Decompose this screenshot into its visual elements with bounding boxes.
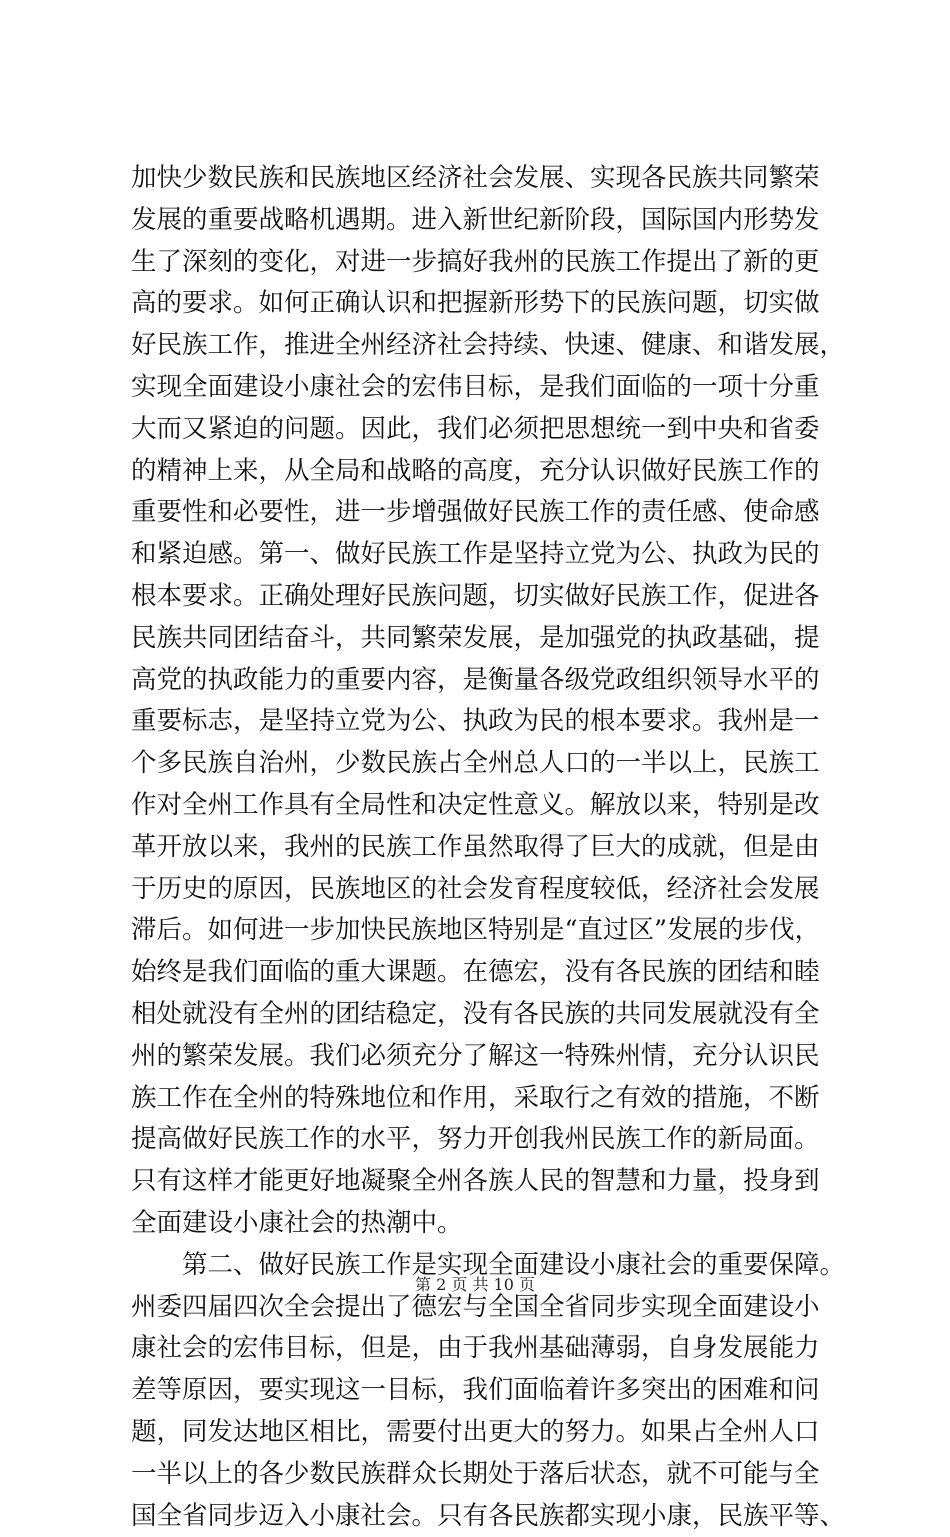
text-line: 发展的重要战略机遇期。进入新世纪新阶段，国际国内形势发 bbox=[131, 200, 831, 242]
text-line: 作对全州工作具有全局性和决定性意义。解放以来，特别是改 bbox=[131, 785, 831, 827]
body-text bbox=[131, 158, 831, 1537]
text-line: 革开放以来，我州的民族工作虽然取得了巨大的成就，但是由 bbox=[131, 827, 831, 869]
paragraph-start-line: 第二、做好民族工作是实现全面建设小康社会的重要保障。 bbox=[131, 1245, 831, 1287]
text-line: 康社会的宏伟目标，但是，由于我州基础薄弱，自身发展能力 bbox=[131, 1328, 831, 1370]
text-line: 好民族工作，推进全州经济社会持续、快速、健康、和谐发展， bbox=[131, 325, 831, 367]
text-line: 加快少数民族和民族地区经济社会发展、实现各民族共同繁荣 bbox=[131, 158, 831, 200]
text-line: 民族共同团结奋斗，共同繁荣发展，是加强党的执政基础，提 bbox=[131, 618, 831, 660]
text-line: 个多民族自治州，少数民族占全州总人口的一半以上，民族工 bbox=[131, 743, 831, 785]
text-line: 重要标志，是坚持立党为公、执政为民的根本要求。我州是一 bbox=[131, 701, 831, 743]
text-line: 的精神上来，从全局和战略的高度，充分认识做好民族工作的 bbox=[131, 451, 831, 493]
text-line: 生了深刻的变化，对进一步搞好我州的民族工作提出了新的更 bbox=[131, 242, 831, 284]
text-line: 始终是我们面临的重大课题。在德宏，没有各民族的团结和睦 bbox=[131, 952, 831, 994]
text-line: 根本要求。正确处理好民族问题，切实做好民族工作，促进各 bbox=[131, 576, 831, 618]
text-line: 重要性和必要性，进一步增强做好民族工作的责任感、使命感 bbox=[131, 492, 831, 534]
text-line: 滞后。如何进一步加快民族地区特别是“直过区”发展的步伐， bbox=[131, 910, 831, 952]
page-number-footer: 第 2 页 共 10 页 bbox=[0, 1272, 950, 1295]
text-line: 全面建设小康社会的热潮中。 bbox=[131, 1203, 831, 1245]
text-line: 和紧迫感。第一、做好民族工作是坚持立党为公、执政为民的 bbox=[131, 534, 831, 576]
text-line: 题，同发达地区相比，需要付出更大的努力。如果占全州人口 bbox=[131, 1412, 831, 1454]
text-line: 差等原因，要实现这一目标，我们面临着许多突出的困难和问 bbox=[131, 1370, 831, 1412]
text-line: 实现全面建设小康社会的宏伟目标，是我们面临的一项十分重 bbox=[131, 367, 831, 409]
text-line: 高的要求。如何正确认识和把握新形势下的民族问题，切实做 bbox=[131, 283, 831, 325]
text-line: 只有这样才能更好地凝聚全州各族人民的智慧和力量，投身到 bbox=[131, 1161, 831, 1203]
text-line: 国全省同步迈入小康社会。只有各民族都实现小康，民族平等、 bbox=[131, 1496, 831, 1537]
text-line: 州的繁荣发展。我们必须充分了解这一特殊州情，充分认识民 bbox=[131, 1036, 831, 1078]
text-line: 大而又紧迫的问题。因此，我们必须把思想统一到中央和省委 bbox=[131, 409, 831, 451]
text-line: 族工作在全州的特殊地位和作用，采取行之有效的措施，不断 bbox=[131, 1078, 831, 1120]
text-line: 相处就没有全州的团结稳定，没有各民族的共同发展就没有全 bbox=[131, 994, 831, 1036]
text-line: 提高做好民族工作的水平，努力开创我州民族工作的新局面。 bbox=[131, 1119, 831, 1161]
text-line: 高党的执政能力的重要内容，是衡量各级党政组织领导水平的 bbox=[131, 660, 831, 702]
text-line: 于历史的原因，民族地区的社会发育程度较低，经济社会发展 bbox=[131, 869, 831, 911]
text-line: 州委四届四次全会提出了德宏与全国全省同步实现全面建设小 bbox=[131, 1287, 831, 1329]
text-line: 一半以上的各少数民族群众长期处于落后状态，就不可能与全 bbox=[131, 1454, 831, 1496]
